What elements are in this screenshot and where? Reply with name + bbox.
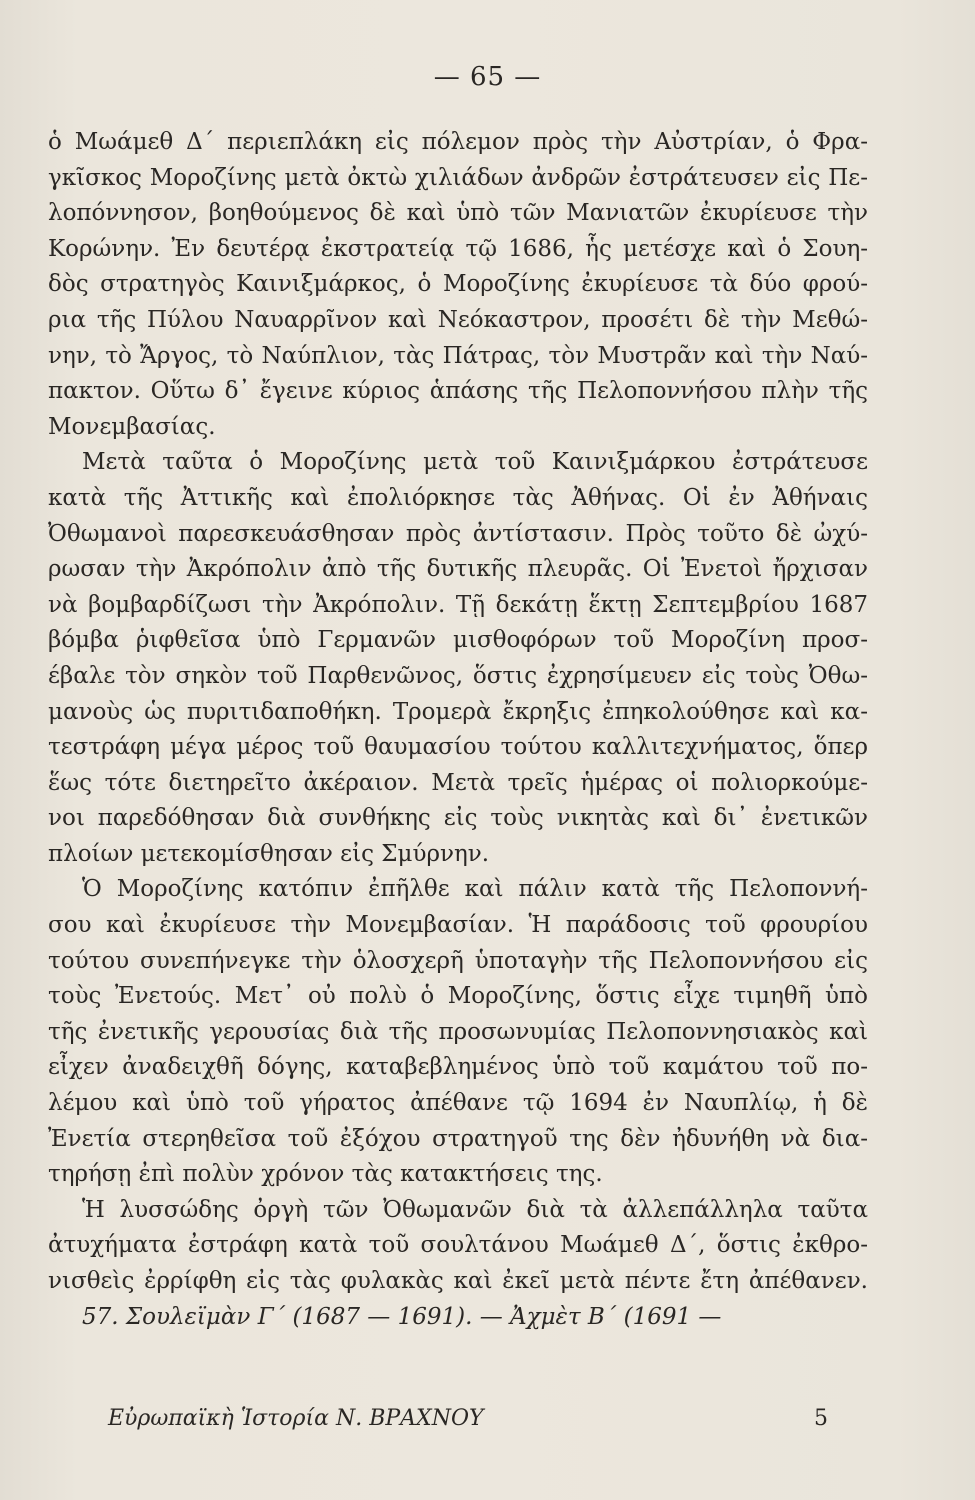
text-line: μανοὺς ὡς πυριτιδαποθήκη. Τρομερὰ ἔκρηξις ἐπηκολούθησε καὶ κα- [48,698,868,725]
text-line: τῆς ἐνετικῆς γερουσίας διὰ τῆς προσωνυμίας Πελοποννησιακὸς καὶ [48,1018,868,1045]
text-line: νὰ βομβαρδίζωσι τὴν Ἀκρόπολιν. Τῇ δεκάτῃ ἕκτῃ Σεπτεμβρίου 1687 [48,591,868,618]
text-line: λέμου καὶ ὑπὸ τοῦ γήρατος ἀπέθανε τῷ 1694 ἐν Ναυπλίῳ, ἡ δὲ [48,1090,868,1117]
text-line: τεστράφη μέγα μέρος τοῦ θαυμασίου τούτου καλλιτεχνήματος, ὅπερ [48,734,868,761]
text-line: Ἐνετία στερηθεῖσα τοῦ ἐξόχου στρατηγοῦ της δὲν ἠδυνήθη νὰ δια- [48,1125,868,1152]
body-text [48,125,868,1335]
text-line: ἀτυχήματα ἐστράφη κατὰ τοῦ σουλτάνου Μωάμεθ Δ΄, ὅστις ἐκθρο- [48,1232,868,1259]
footer-book-title: Εὐρωπαϊκὴ Ἱστορία Ν. ΒΡΑΧΝΟΥ [108,1406,484,1431]
text-line: ἕως τότε διετηρεῖτο ἀκέραιον. Μετὰ τρεῖς ἡμέρας οἱ πολιορκούμε- [48,769,868,796]
text-line: νισθεὶς ἐρρίφθη εἰς τὰς φυλακὰς καὶ ἐκεῖ μετὰ πέντε ἔτη ἀπέθανεν. [48,1268,868,1294]
text-line: λοπόννησον, βοηθούμενος δὲ καὶ ὑπὸ τῶν Μανιατῶν ἐκυρίευσε τὴν [48,200,868,227]
text-line: Κορώνην. Ἐν δευτέρᾳ ἐκστρατείᾳ τῷ 1686, ἧς μετέσχε καὶ ὁ Σουη- [48,235,868,262]
text-line: τηρήσῃ ἐπὶ πολὺν χρόνον τὰς κατακτήσεις της. [48,1161,603,1188]
text-line: νην, τὸ Ἄργος, τὸ Ναύπλιον, τὰς Πάτρας, τὸν Μυστρᾶν καὶ τὴν Ναύ- [48,342,868,369]
text-line: ρωσαν τὴν Ἀκρόπολιν ἀπὸ τῆς δυτικῆς πλευρᾶς. Οἱ Ἐνετοὶ ἤρχισαν [48,556,868,583]
text-line: εἶχεν ἀναδειχθῆ δόγης, καταβεβλημένος ὑπὸ τοῦ καμάτου τοῦ πο- [48,1054,868,1081]
text-line: δὸς στρατηγὸς Καινιξμάρκος, ὁ Μοροζίνης ἐκυρίευσε τὰ δύο φρού- [48,271,868,298]
text-line: πακτον. Οὕτω δ᾽ ἔγεινε κύριος ἁπάσης τῆς Πελοποννήσου πλὴν τῆς [48,378,868,405]
text-line: νοι παρεδόθησαν διὰ συνθήκης εἰς τοὺς νικητὰς καὶ δι᾽ ἐνετικῶν [48,805,868,832]
text-line: Μονεμβασίας. [48,413,216,440]
text-line: ὁ Μωάμεθ Δ΄ περιεπλάκη εἰς πόλεμον πρὸς τὴν Αὐστρίαν, ὁ Φρα- [48,129,868,155]
text-line: έβαλε τὸν σηκὸν τοῦ Παρθενῶνος, ὅστις ἐχρησίμευεν εἰς τοὺς Ὀθω- [48,662,868,689]
text-line: βόμβα ῥιφθεῖσα ὑπὸ Γερμανῶν μισθοφόρων τοῦ Μοροζίνη προσ- [48,627,868,654]
text-line: τοὺς Ἐνετούς. Μετ᾽ οὐ πολὺ ὁ Μοροζίνης, ὅστις εἶχε τιμηθῆ ὑπὸ [48,983,868,1010]
section-heading: 57. Σουλεϊμὰν Γ΄ (1687 — 1691). — Ἀχμὲτ Β΄ (1691 — [82,1303,722,1330]
text-line: Ὀθωμανοὶ παρεσκευάσθησαν πρὸς ἀντίστασιν. Πρὸς τοῦτο δὲ ὠχύ- [48,520,868,547]
text-line: πλοίων μετεκομίσθησαν εἰς Σμύρνην. [48,840,490,867]
text-line: γκῖσκος Μοροζίνης μετὰ ὀκτὼ χιλιάδων ἀνδρῶν ἐστράτευσεν εἰς Πε- [48,164,868,191]
text-line: τούτου συνεπήνεγκε τὴν ὁλοσχερῆ ὑποταγὴν τῆς Πελοποννήσου εἰς [48,947,868,974]
page-footer [108,1402,828,1436]
paragraph-start: Ὁ Μοροζίνης κατόπιν ἐπῆλθε καὶ πάλιν κατὰ τῆς Πελοποννή- [82,876,868,903]
signature-mark: 5 [814,1406,828,1431]
paragraph-start: Μετὰ ταῦτα ὁ Μοροζίνης μετὰ τοῦ Καινιξμάρκου ἐστράτευσε [82,449,868,476]
text-line: σου καὶ ἐκυρίευσε τὴν Μονεμβασίαν. Ἡ παράδοσις τοῦ φρουρίου [48,912,868,939]
text-line: ρια τῆς Πύλου Ναυαρρῖνον καὶ Νεόκαστρον, προσέτι δὲ τὴν Μεθώ- [48,306,868,333]
page-number: — 65 — [433,62,542,92]
paragraph-start: Ἡ λυσσώδης ὀργὴ τῶν Ὀθωμανῶν διὰ τὰ ἀλλεπάλληλα ταῦτα [82,1196,868,1223]
text-line: κατὰ τῆς Ἀττικῆς καὶ ἐπολιόρκησε τὰς Ἀθήνας. Οἱ ἐν Ἀθήναις [48,484,868,511]
